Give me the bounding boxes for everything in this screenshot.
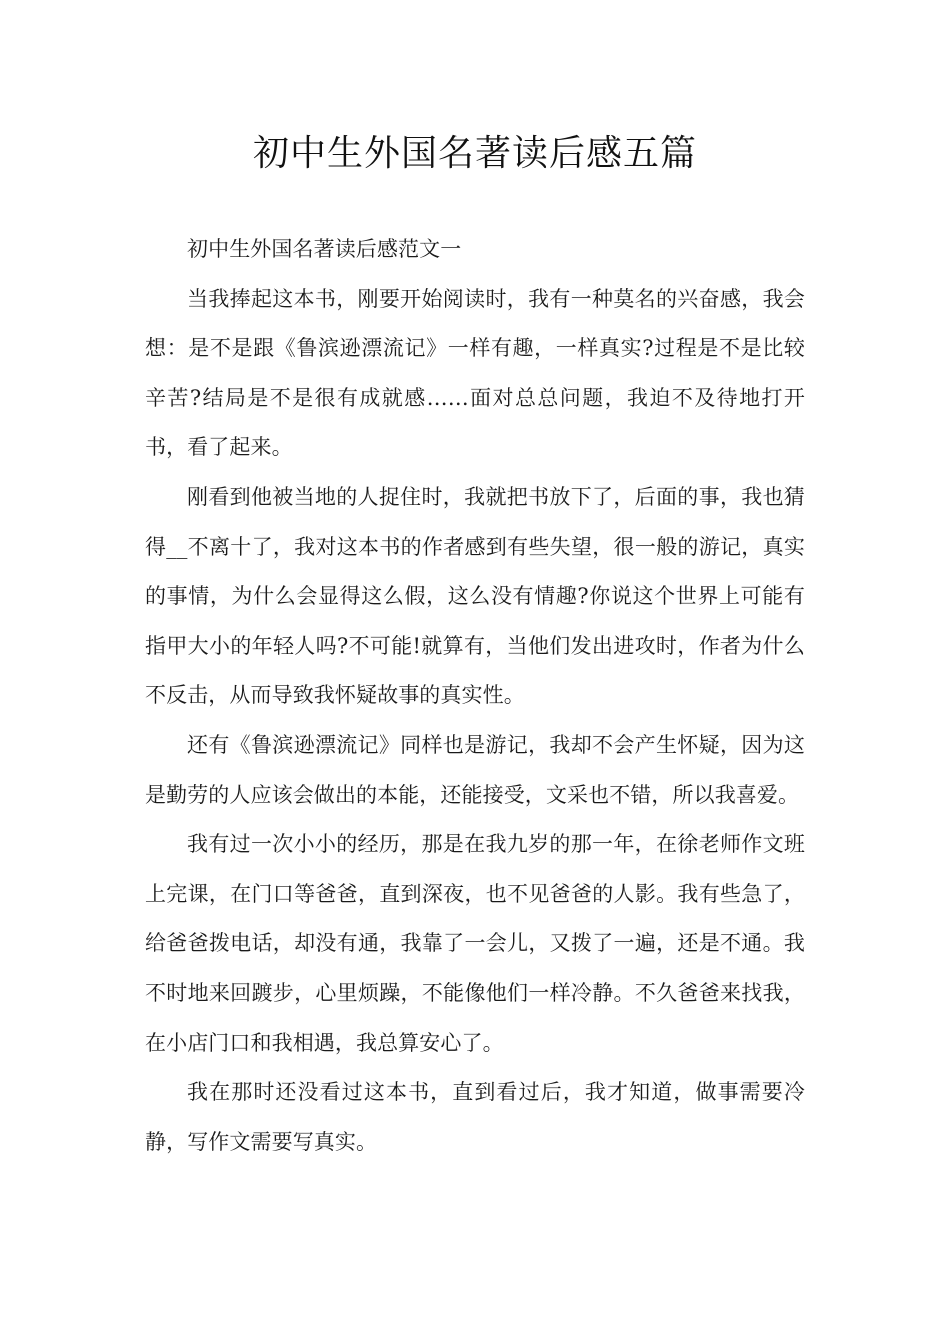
paragraph-subtitle: 初中生外国名著读后感范文一 [187,237,462,261]
paragraph: 我在那时还没看过这本书，直到看过后，我才知道，做事需要冷静，写作文需要写真实。 [145,1080,805,1154]
paragraph: 刚看到他被当地的人捉住时，我就把书放下了，后面的事，我也猜得__不离十了，我对这本书的作者感到有些失望，很一般的游记，真实的事情，为什么会显得这么假，这么没有情趣?你说这个世界上可能有指甲大小的年轻人吗?不可能!就算有，当他们发出进攻时，作者为什么不反击，从而导致我怀疑故事的真实性。 [145,484,805,708]
paragraph: 当我捧起这本书，刚要开始阅读时，我有一种莫名的兴奋感，我会想：是不是跟《鲁滨逊漂流记》一样有趣，一样真实?过程是不是比较辛苦?结局是不是很有成就感……面对总总问题，我迫不及待地打开书，看了起来。 [145,286,805,460]
document-body [145,225,805,1167]
paragraph: 我有过一次小小的经历，那是在我九岁的那一年，在徐老师作文班上完课，在门口等爸爸，直到深夜，也不见爸爸的人影。我有些急了，给爸爸拨电话，却没有通，我靠了一会儿，又拨了一遍，还是不通。我不时地来回踱步，心里烦躁，不能像他们一样冷静。不久爸爸来找我，在小店门口和我相遇，我总算安心了。 [145,832,805,1055]
paragraph: 还有《鲁滨逊漂流记》同样也是游记，我却不会产生怀疑，因为这是勤劳的人应该会做出的本能，还能接受，文采也不错，所以我喜爱。 [145,732,805,807]
document-title: 初中生外国名著读后感五篇 [252,133,697,174]
